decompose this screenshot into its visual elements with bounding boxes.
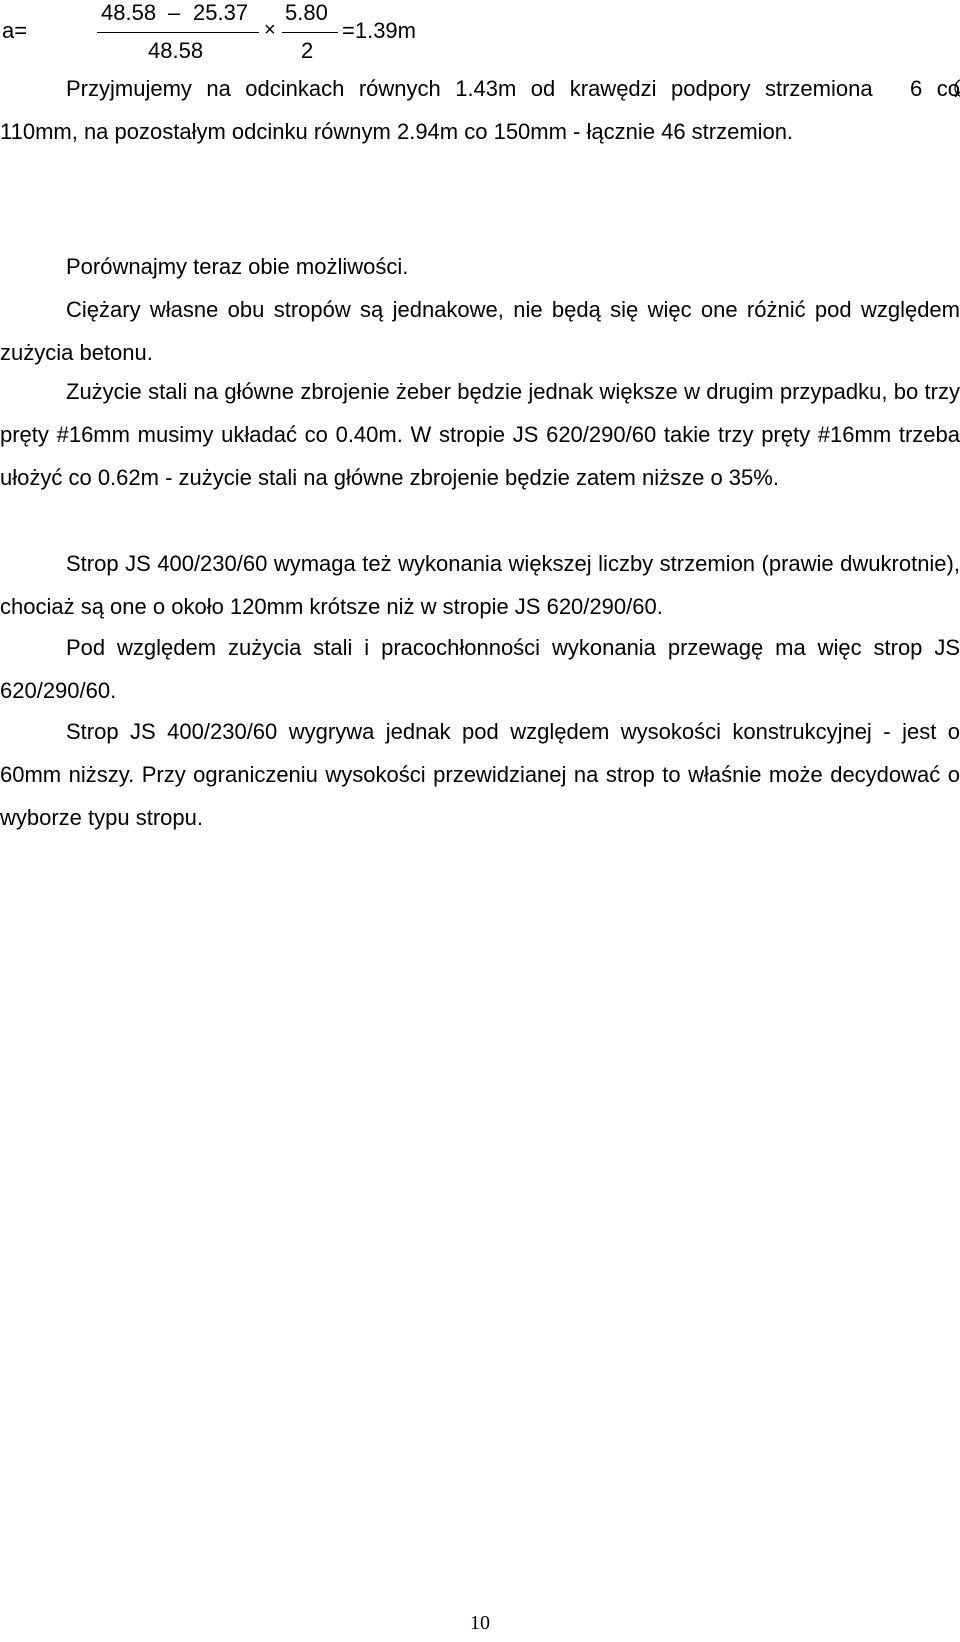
formula-minus-sign: –: [168, 0, 181, 25]
formula-numerator-b: 25.37: [193, 0, 249, 25]
paragraph-stirrups-prefix: Przyjmujemy na odcinkach równych 1.43m od krawędzi podpory strzemiona: [66, 76, 873, 101]
paragraph-weight: Ciężary własne obu stropów są jednakowe, nie będą się więc one różnić pod względem zużycia betonu.: [0, 297, 960, 365]
formula-times-sign: ×: [264, 19, 276, 41]
fraction-bar-1: [97, 32, 259, 33]
paragraph-height: Strop JS 400/230/60 wygrywa jednak pod względem wysokości konstrukcyjnej - jest o 60mm niższy. Przy ograniczeniu wysokości przewidzianej na strop to właśnie może decydować o wyborze typu stropu.: [0, 719, 960, 830]
formula-lhs: a=: [2, 18, 28, 43]
formula-denominator-a: 48.58: [148, 38, 204, 63]
paragraph-stirrups-rest: 6 co 110mm, na pozostałym odcinku równym 2.94m co 150mm - łącznie 46 strzemion.: [0, 76, 960, 144]
formula-result: =1.39m: [342, 18, 416, 43]
page-number: 10: [470, 1612, 490, 1634]
diameter-symbol-icon: [887, 70, 909, 92]
formula-denominator-c: 2: [301, 38, 314, 63]
paragraph-steel-usage: Zużycie stali na główne zbrojenie żeber będzie jednak większe w drugim przypadku, bo trzy pręty #16mm musimy układać co 0.40m. W stropie JS 620/290/60 takie trzy pręty #16mm trzeba ułożyć co 0.62m - zużycie stali na główne zbrojenie będzie zatem niższe o 35%.: [0, 379, 960, 490]
fraction-bar-2: [282, 32, 338, 33]
paragraph-stirrups: [0, 67, 960, 153]
formula-numerator-c: 5.80: [285, 0, 328, 25]
paragraph-compare: Porównajmy teraz obie możliwości.: [66, 254, 409, 279]
paragraph-advantage: Pod względem zużycia stali i pracochłonności wykonania przewagę ma więc strop JS 620/290/60.: [0, 635, 960, 703]
formula-numerator-a: 48.58: [101, 0, 157, 25]
paragraph-stirrup-count: Strop JS 400/230/60 wymaga też wykonania większej liczby strzemion (prawie dwukrotnie), chociaż są one o około 120mm krótsze niż w stropie JS 620/290/60.: [0, 551, 960, 619]
